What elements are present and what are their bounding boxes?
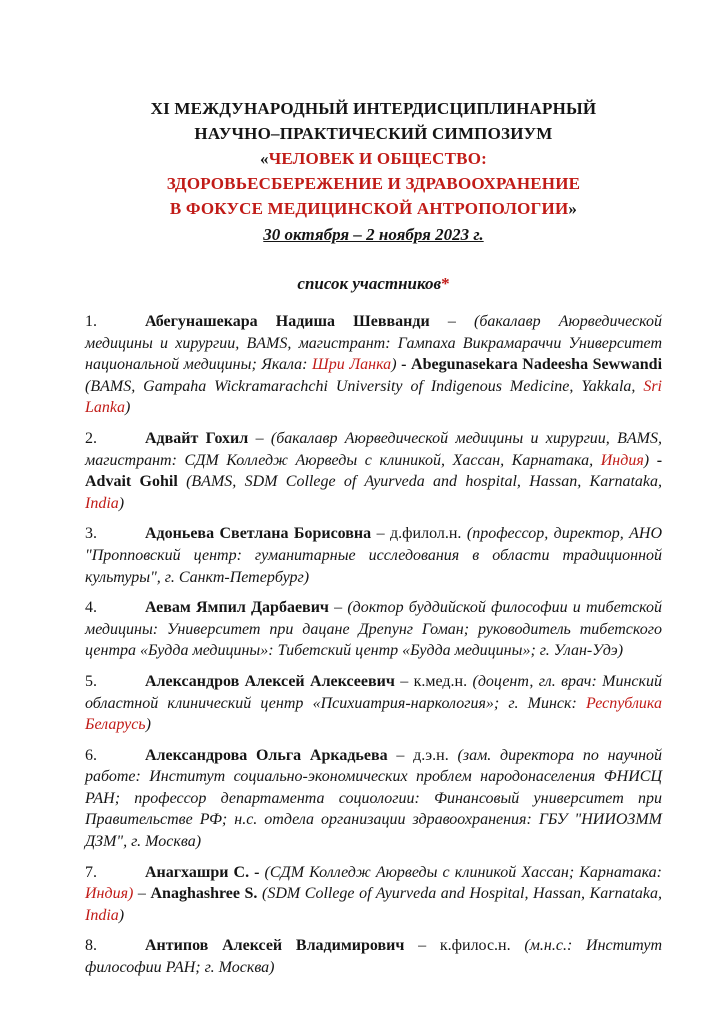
participant-entry [85,862,662,927]
text-segment: - Advait Gohil [85,451,663,491]
text-segment: Аевам Ямпил Дарбаевич [145,599,329,617]
participant-number: 8. [85,937,97,955]
text-segment: – д.филол.н. [371,525,467,543]
text-segment: ) [643,451,657,469]
participant-number: 2. [85,429,97,447]
symposium-subtitle-line [85,146,662,171]
participant-number: 5. [85,672,97,690]
participant-entry [85,311,662,419]
text-segment: ) [391,356,402,374]
participants-list-heading-text: список участников [297,274,442,293]
text-segment: (SDM College of Ayurveda and Hospital, Hassan, Karnataka, [262,885,663,903]
participant-number: 3. [85,525,97,543]
text-segment: (BAMS, SDM College of Ayurveda and hospital, Hassan, Karnataka, [186,473,662,491]
participant-number: 7. [85,863,97,881]
participant-entry [85,428,662,514]
text-segment: ) [118,906,125,924]
participant-number: 4. [85,599,97,617]
participant-number: 6. [85,746,97,764]
participant-entry [85,671,662,736]
text-segment: Александров Алексей Алексеевич [145,672,395,690]
text-segment: Шри Ланка [312,356,392,374]
text-segment: - [249,863,265,881]
text-segment: (СДМ Колледж Аюрведы с клиникой Хассан; Карнатака: [264,863,662,881]
text-segment: Адвайт Гохил [145,429,249,447]
document-header [85,96,662,247]
text-segment: ЗДОРОВЬЕСБЕРЕЖЕНИЕ И ЗДРАВООХРАНЕНИЕ [166,174,581,193]
text-segment: ) [125,399,131,417]
text-segment: Республика Беларусь [85,694,662,734]
text-segment: Адоньева Светлана Борисовна [145,525,372,543]
participant-entry [85,597,662,662]
symposium-title-line-1: XI МЕЖДУНАРОДНЫЙ ИНТЕРДИСЦИПЛИНАРНЫЙ [150,99,597,118]
text-segment: – д.э.н. [387,746,458,764]
text-segment: (бакалавр Аюрведической медицины и хирургии, BAMS, магистрант: СДМ Колледж Аюрведы с клиникой, Хассан, Карнатака, [85,429,662,469]
text-segment: India [85,906,119,924]
text-segment: Анагхашри С. [145,863,250,881]
text-segment: (доктор буддийской философии и тибетской медицины: Университет при дацане Дрепунг Гоман; руководитель тибетского центра «Будда медицины»: Тибетский центр «Будда медицины»; г. Улан-Удэ) [85,599,663,660]
symposium-title-line-2: НАУЧНО–ПРАКТИЧЕСКИЙ СИМПОЗИУМ [194,124,553,143]
text-segment: – [133,885,151,903]
participant-entry [85,745,662,853]
participant-entry [85,935,662,978]
participant-number: 1. [85,313,97,330]
participant-entry [85,523,662,588]
text-segment: India [85,494,119,512]
text-segment: ) [118,494,125,512]
participant-list [85,311,662,979]
text-segment: – к.филос.н. [404,937,525,955]
symposium-subtitle-line [85,171,662,196]
text-segment: Антипов Алексей Владимирович [145,937,405,955]
symposium-dates: 30 октября – 2 ноября 2023 г. [263,225,484,244]
text-segment: (м.н.с.: Институт философии РАН; г. Москва) [85,937,662,977]
text-segment: - Abegunasekara Nadeesha Sewwandi [401,356,663,374]
participants-list-heading [85,274,662,294]
symposium-subtitle-line [85,196,662,221]
footnote-asterisk: * [441,274,450,293]
symposium-subtitle [85,146,662,221]
text-segment: (BAMS, Gampaha Wickramarachchi University of Indigenous Medicine, Yakkala, [85,377,644,395]
text-segment: (бакалавр Аюрведической медицины и хирургии, BAMS, магистрант: Гампаха Викрамараччи Университет национальной медицины; Якала: [85,313,663,374]
text-segment: Индия) [85,885,134,903]
text-segment: Александрова Ольга Аркадьева [145,746,388,764]
text-segment: Индия [600,451,644,469]
text-segment: (профессор, директор, АНО "Пропповский центр: гуманитарные исследования в области традиционной культуры", г. Санкт-Петербург) [85,525,663,586]
text-segment: Anaghashree S. [150,885,262,903]
text-segment: « [259,149,269,168]
text-segment: В ФОКУСЕ МЕДИЦИНСКОЙ АНТРОПОЛОГИИ [169,199,569,218]
text-segment: – к.мед.н. [394,672,473,690]
text-segment: – [429,313,474,330]
text-segment: ЧЕЛОВЕК И ОБЩЕСТВО: [268,149,488,168]
text-segment: – [328,599,348,617]
text-segment: » [568,199,578,218]
text-segment: (доцент, гл. врач: Минский областной клинический центр «Психиатрия-наркология»; г. Минск: [85,672,662,712]
text-segment: ) [145,716,151,734]
text-segment: – [248,429,271,447]
text-segment: Sri Lanka [85,377,662,417]
text-segment: (зам. директора по научной работе: Институт социально-экономических проблем народонаселения ФНИСЦ РАН; профессор департамента социологии: Финансовый университет при Правительстве РФ; н.с. отдела организации здравоохранения: ГБУ "НИИОЗММ ДЗМ", г. Москва) [85,746,663,851]
text-segment: Абегунашекара Надиша Шевванди [145,313,430,330]
